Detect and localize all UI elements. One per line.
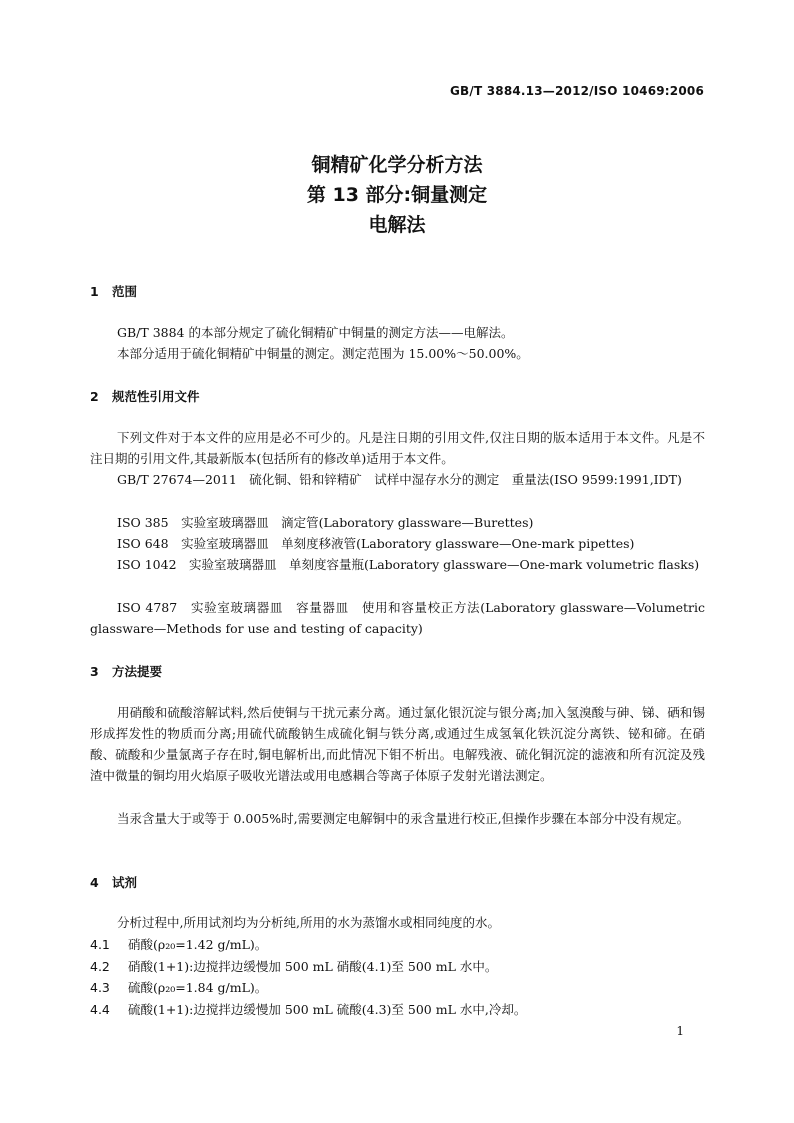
section-number: 2 <box>90 389 99 404</box>
reagent-number: 4.1 <box>90 937 110 952</box>
reagent-item <box>90 934 267 955</box>
title-line-1: 铜精矿化学分析方法 <box>311 154 483 176</box>
reagent-item <box>90 999 526 1020</box>
reagent-text: 硝酸(ρ₂₀=1.42 g/mL)。 <box>128 937 268 952</box>
section-number: 1 <box>90 284 99 299</box>
section-title: 规范性引用文件 <box>112 389 200 404</box>
section-2-heading <box>90 387 200 405</box>
section-2-paragraph-1: 下列文件对于本文件的应用是必不可少的。凡是注日期的引用文件,仅注日期的版本适用于本文件。凡是不注日期的引用文件,其最新版本(包括所有的修改单)适用于本文件。 <box>90 430 705 466</box>
reference-item: GB/T 27674—2011 硫化铜、铅和锌精矿 试样中湿存水分的测定 重量法(ISO 9599:1991,IDT) <box>117 472 682 487</box>
section-4-paragraph-1: 分析过程中,所用试剂均为分析纯,所用的水为蒸馏水或相同纯度的水。 <box>117 915 500 930</box>
section-3-paragraph-1: 用硝酸和硫酸溶解试料,然后使铜与干扰元素分离。通过氯化银沉淀与银分离;加入氢溴酸与砷、锑、硒和锡形成挥发性的物质而分离;用硫代硫酸钠生成硫化铜与铁分离,或通过生成氢氧化铁沉淀分离铁、铋和碲。在硝酸、硫酸和少量氯离子存在时,铜电解析出,而此情况下钼不析出。电解残液、硫化铜沉淀的滤液和所有沉淀及残渣中微量的铜均用火焰原子吸收光谱法或用电感耦合等离子体原子发射光谱法测定。 <box>90 705 705 783</box>
title-line-2: 第 13 部分:铜量测定 <box>306 184 488 206</box>
section-3-heading <box>90 662 162 680</box>
reagent-number: 4.2 <box>90 959 110 974</box>
reagent-text: 硝酸(1+1):边搅拌边缓慢加 500 mL 硝酸(4.1)至 500 mL 水中。 <box>128 959 498 974</box>
title-line-3: 电解法 <box>368 214 426 236</box>
reference-item: ISO 4787 实验室玻璃器皿 容量器皿 使用和容量校正方法(Laboratory glassware—Volumetric glassware—Methods for use and testing of capacity) <box>90 600 705 636</box>
reference-item: ISO 1042 实验室玻璃器皿 单刻度容量瓶(Laboratory glassware—One-mark volumetric flasks) <box>117 557 700 572</box>
section-4-heading <box>90 873 137 891</box>
section-1-heading <box>90 282 137 300</box>
section-title: 范围 <box>112 284 138 299</box>
reagent-text: 硫酸(ρ₂₀=1.84 g/mL)。 <box>128 980 268 995</box>
section-3-paragraph-2: 当汞含量大于或等于 0.005%时,需要测定电解铜中的汞含量进行校正,但操作步骤在本部分中没有规定。 <box>117 811 690 826</box>
page-number: 1 <box>676 1024 684 1038</box>
reagent-item <box>90 956 497 977</box>
reagent-number: 4.3 <box>90 980 110 995</box>
section-title: 试剂 <box>112 875 138 890</box>
section-number: 4 <box>90 875 99 890</box>
section-title: 方法提要 <box>112 664 163 679</box>
reagent-number: 4.4 <box>90 1002 110 1017</box>
reagent-text: 硫酸(1+1):边搅拌边缓慢加 500 mL 硫酸(4.3)至 500 mL 水中,冷却。 <box>128 1002 527 1017</box>
section-number: 3 <box>90 664 99 679</box>
document-title <box>0 150 794 240</box>
reference-item: ISO 648 实验室玻璃器皿 单刻度移液管(Laboratory glassware—One-mark pipettes) <box>117 536 635 551</box>
section-1-paragraph-2: 本部分适用于硫化铜精矿中铜量的测定。测定范围为 15.00%～50.00%。 <box>117 346 529 361</box>
reference-item: ISO 385 实验室玻璃器皿 滴定管(Laboratory glassware—Burettes) <box>117 515 534 530</box>
reagent-item <box>90 977 267 998</box>
standard-code: GB/T 3884.13—2012/ISO 10469:2006 <box>449 84 704 98</box>
section-1-paragraph-1: GB/T 3884 的本部分规定了硫化铜精矿中铜量的测定方法——电解法。 <box>117 325 514 340</box>
